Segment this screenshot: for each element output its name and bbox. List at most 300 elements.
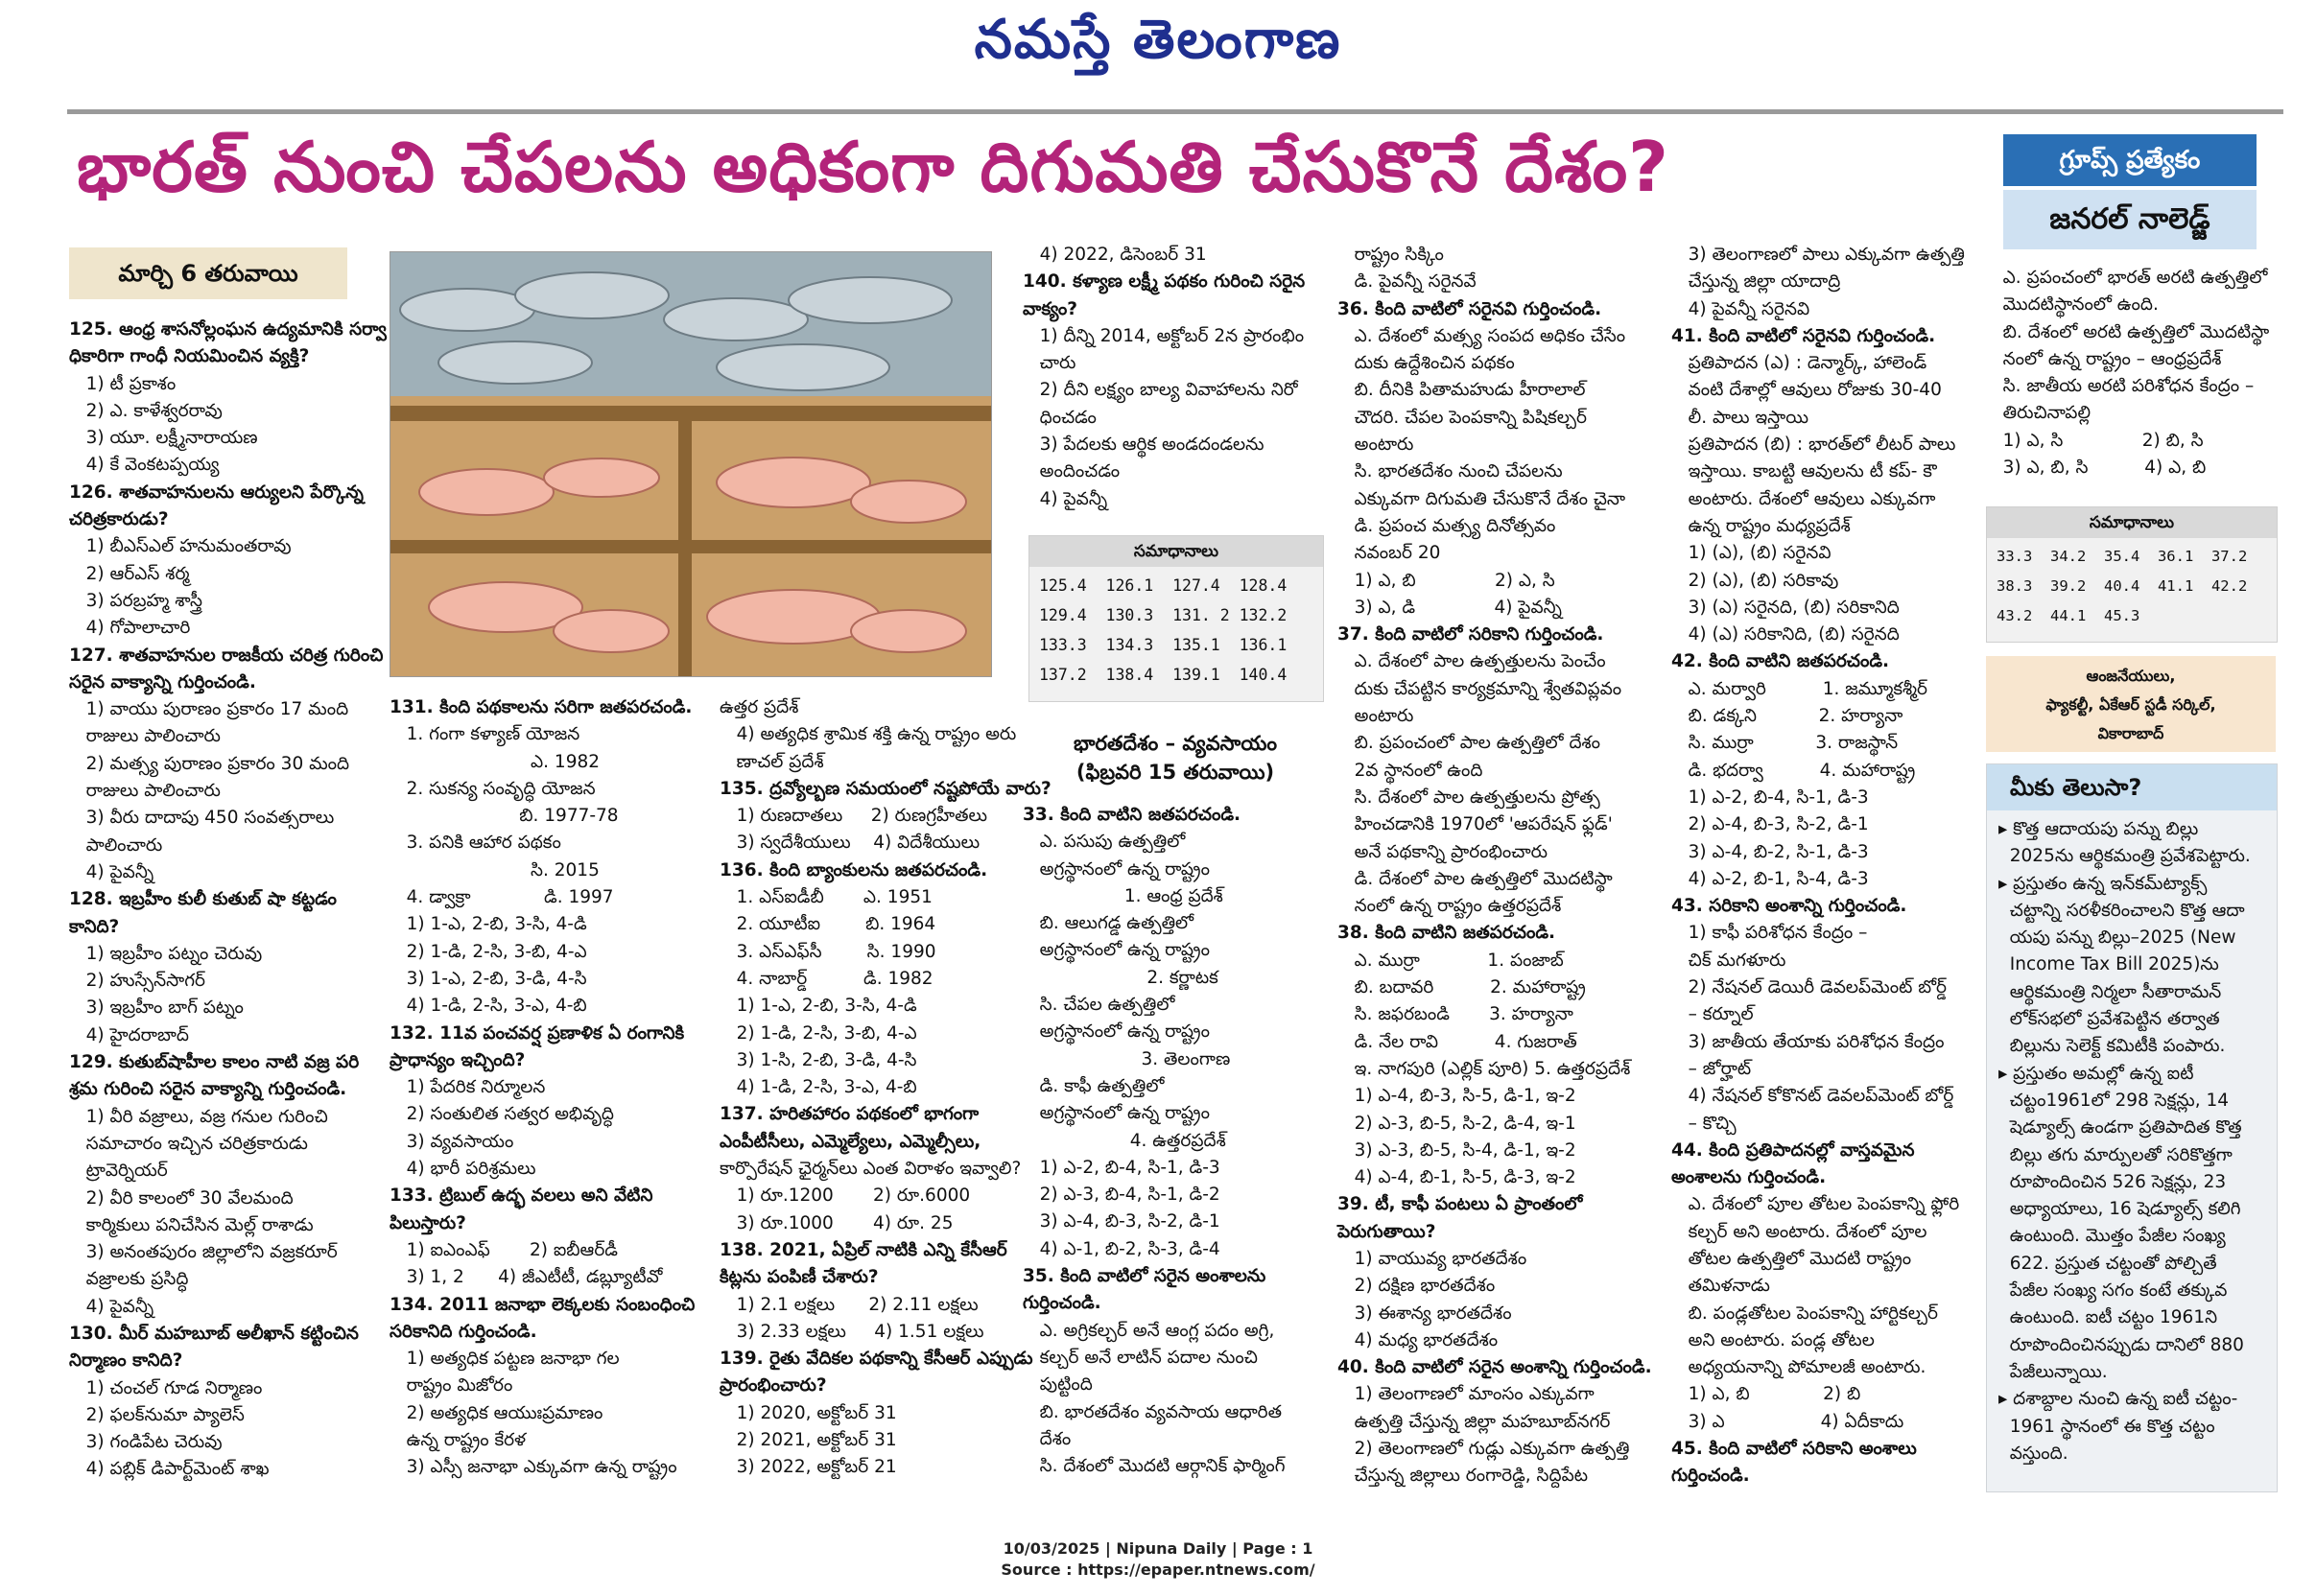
answers-heading: సమాధానాలు — [1029, 536, 1323, 567]
question-line: 3) ఎస్సీ జనాభా ఎక్కువగా ఉన్న రాష్ట్రం — [390, 1457, 677, 1478]
author-line: ఫ్యాకల్టీ, ఏకేఆర్‌ స్టడీ సర్కిల్‌, — [2045, 695, 2216, 714]
question-line: 132. 11వ పంచవర్ష ప్రణాళిక ఏ రంగానికి — [390, 1022, 685, 1044]
question-line: 130. మీర్‌ మహబూబ్‌ అలీఖాన్‌ కట్టించిన — [69, 1323, 359, 1344]
question-line: 2. సుకన్య సంవృద్ధి యోజన — [390, 778, 596, 799]
column-2b — [720, 694, 1052, 1482]
question-line: 2) ఆర్‌ఎస్‌ శర్మ — [69, 563, 190, 584]
column-6 — [1986, 265, 2278, 481]
answers-grid — [1029, 567, 1323, 693]
question-line: 33. కింది వాటిని జతపరచండి. — [1023, 805, 1241, 825]
question-line: 1. ఎస్‌ఐడీబీ ఎ. 1951 — [720, 887, 933, 908]
question-line: 1) రుణదాతలు 2) రుణగ్రహీతలు — [720, 806, 988, 827]
question-line: 1) ఎ, బి 2) బి — [1671, 1384, 1861, 1405]
question-line: 1. గంగా కళ్యాణ్‌ యోజన — [390, 724, 580, 745]
column-3-top — [1023, 242, 1324, 513]
question-line: అధ్యయనాన్ని పోమాలజీ అంటారు. — [1671, 1357, 1926, 1378]
question-line: నంలో ఉన్న రాష్ట్రం – ఆంధ్రప్రదేశ్‌ — [2002, 348, 2222, 369]
question-line: 3) రూ.1000 4) రూ. 25 — [720, 1212, 954, 1233]
question-line: 3. తెలంగాణ — [1023, 1048, 1231, 1069]
question-line: సి. ముర్రా 3. రాజస్థాన్‌ — [1688, 733, 1899, 754]
question-line: 2. యూటీఐ బి. 1964 — [720, 914, 936, 935]
question-line: ఎ. ముర్రా 1. పంజాబ్‌ — [1354, 950, 1564, 971]
question-line: 1) ఎ-2, బి-4, సి-1, డి-3 — [1671, 786, 1869, 808]
question-line: 4) మధ్య భారతదేశం — [1337, 1329, 1499, 1350]
question-line: 1. ఆంధ్ర ప్రదేశ్‌ — [1123, 885, 1223, 906]
fact-line: అధ్యాయాలు, 16 షెడ్యూల్స్‌ కలిగి — [1998, 1199, 2241, 1220]
fact-line: బిల్లును సెలెక్ట్‌ కమిటీకి పంపారు. — [1998, 1036, 2226, 1057]
question-line: దుకు చేపట్టిన కార్యక్రమాన్ని శ్వేతవిప్లవం — [1337, 678, 1622, 699]
question-line: 43. సరికాని అంశాన్ని గుర్తించండి. — [1671, 896, 1907, 917]
question-line: 4) అత్యధిక శ్రామిక శక్తి ఉన్న రాష్ట్రం అరు — [720, 724, 1017, 745]
question-line: 3) ఎ 4) ఏదీకాదు — [1671, 1411, 1904, 1432]
question-line: 136. కింది బ్యాంకులను జతపరచండి. — [720, 859, 988, 880]
question-line: 125. ఆంధ్ర శాసనోల్లంఘన ఉద్యమానికి సర్వా — [69, 319, 387, 340]
question-line: 2) వీరి కాలంలో 30 వేలమంది — [69, 1187, 294, 1209]
question-line: 4) పబ్లిక్‌ డిపార్ట్‌మెంట్‌ శాఖ — [69, 1459, 270, 1480]
question-line: అంటారు — [1337, 706, 1414, 727]
question-line: అగ్రస్థానంలో ఉన్న రాష్ట్రం — [1023, 940, 1210, 961]
question-line: అందించడం — [1023, 461, 1121, 482]
question-line: 3) ఎ, బి, సి 4) ఎ, బి — [1986, 458, 2207, 479]
fact-line: యపు పన్ను బిల్లు–2025 (New — [1998, 927, 2236, 949]
question-line: రాజులు పాలించారు — [69, 726, 221, 747]
question-line: 1) వాయువ్య భారతదేశం — [1337, 1248, 1527, 1269]
question-line: 1) చంచల్‌ గూడ నిర్మాణం — [69, 1377, 263, 1398]
question-line: పుట్టింది — [1023, 1374, 1093, 1396]
question-line: 3) ఎ-3, బి-5, సి-4, డి-1, ఇ-2 — [1337, 1139, 1576, 1161]
question-line: ణాచల్‌ ప్రదేశ్‌ — [736, 751, 824, 772]
col3top-lines — [1023, 242, 1324, 513]
answer-row: 43.2 44.1 45.3 — [1997, 607, 2140, 624]
question-line: 4) ఎ-2, బి-1, సి-4, డి-3 — [1671, 868, 1869, 889]
question-line: 4) (ఎ) సరికానిది, (బి) సరైనది — [1671, 624, 1900, 645]
question-line: 4) పైవన్నీ — [69, 861, 154, 882]
question-line: ఎ. అగ్రికల్చర్‌ అనే ఆంగ్ల పదం అగ్రి, — [1023, 1320, 1275, 1341]
question-line: సి. జఫరబండి 3. హర్యానా — [1337, 1004, 1573, 1025]
question-line: 2) మత్స్య పురాణం ప్రకారం 30 మంది — [69, 753, 350, 774]
question-line: 2) తెలంగాణలో గుడ్లు ఎక్కువగా ఉత్పత్తి — [1337, 1439, 1630, 1460]
fact-line: లోక్‌సభలో ప్రవేశపెట్టిన తర్వాత — [1998, 1009, 2220, 1030]
question-line: 1) ఎ-2, బి-4, సి-1, డి-3 — [1023, 1157, 1220, 1178]
answer-row: 129.4 130.3 131. 2 132.2 — [1039, 606, 1288, 624]
question-line: 1) 2020, అక్టోబర్‌ 31 — [720, 1402, 897, 1423]
question-line: 4) హైదరాబాద్‌ — [85, 1024, 189, 1045]
question-line: 137. హరితహారం పథకంలో భాగంగా — [720, 1104, 980, 1125]
footer-date-line: 10/03/2025 | Nipuna Daily | Page : 1 — [1003, 1539, 1313, 1558]
question-line: వజ్రాలకు ప్రసిద్ధి — [69, 1269, 189, 1290]
question-line: బి. 1977-78 — [390, 806, 619, 827]
question-line: 4) గోపాలాచారి — [69, 618, 191, 639]
did-you-know-body — [1987, 810, 2277, 1467]
fact-line: ఉంటుంది. మొత్తం పేజీల సంఖ్య — [1998, 1226, 2226, 1247]
question-line: ప్రతిపాదన (బి) : భారత్‌లో లీటర్‌ పాలు — [1671, 434, 1956, 456]
question-line: బి. బదావరి 2. మహారాష్ట్ర — [1337, 977, 1586, 998]
question-line: చిక్‌ మగళూరు — [1671, 950, 1786, 971]
question-line: గుర్తించండి. — [1671, 1466, 1750, 1487]
question-line: డి. పైవన్నీ సరైనవే — [1337, 271, 1477, 293]
question-line: ట్రావెర్నియర్‌ — [85, 1161, 168, 1182]
question-line: 1) (ఎ), (బి) సరైనవి — [1671, 543, 1832, 564]
question-line: 3) అనంతపురం జిల్లాలోని వజ్రకరూర్‌ — [85, 1242, 338, 1263]
question-line: అనే పథకాన్ని ప్రారంభించారు — [1337, 841, 1548, 862]
question-line: 3) తెలంగాణలో పాలు ఎక్కువగా ఉత్పత్తి — [1671, 245, 1965, 265]
question-line: రాష్ట్రం సిక్కిం — [1337, 245, 1444, 265]
question-line: దేశం — [1023, 1428, 1072, 1449]
question-line: 40. కింది వాటిలో సరైన అంశాన్ని గుర్తించండి. — [1337, 1357, 1652, 1378]
question-line: నంలో ఉన్న రాష్ట్రం ఉత్తరప్రదేశ్‌ — [1354, 896, 1562, 917]
question-line: 3) పేదలకు ఆర్థిక అండదండలను — [1023, 434, 1264, 456]
subhead-title: భారతదేశం – వ్యవసాయం — [1073, 732, 1277, 755]
question-line: సి. దేశంలో మొదటి ఆర్గానిక్‌ ఫార్మింగ్‌ — [1039, 1456, 1286, 1477]
question-line: బి. దీనికి పితామహుడు హీరాలాల్‌ — [1354, 380, 1586, 401]
answers-box-1 — [1028, 535, 1324, 702]
author-credit — [1986, 656, 2276, 752]
question-line: 4. నాబార్డ్‌ డి. 1982 — [720, 968, 933, 989]
question-line: సి. చేపల ఉత్పత్తిలో — [1023, 995, 1175, 1016]
question-line: తోటల ఉత్పత్తిలో మొదటి రాష్ట్రం — [1671, 1248, 1912, 1269]
fact-line: చట్టం1961లో 298 సెక్షన్లు, 14 — [1998, 1090, 2230, 1111]
agriculture-subhead — [1027, 729, 1324, 786]
question-line: ఎ. 1982 — [390, 751, 601, 772]
question-line: 128. ఇబ్రహీం కులీ కుతుబ్‌ షా కట్టడం — [69, 889, 337, 910]
question-line: 4) కే వెంకటప్పయ్య — [69, 455, 220, 476]
continuation-label: మార్చి 6 తరువాయి — [69, 247, 347, 299]
question-line: 3) (ఎ) సరైనది, (బి) సరికానిది — [1671, 597, 1900, 618]
fact-line: Income Tax Bill 2025)ను — [1998, 954, 2219, 975]
question-line: అంటారు — [1337, 434, 1414, 456]
question-line: 2) నేషనల్‌ డెయిరీ డెవలప్‌మెంట్‌ బోర్డ్‌ — [1688, 977, 1948, 998]
question-line: బి. డక్కని 2. హర్యానా — [1671, 706, 1903, 727]
fact-line: ▸ ప్రస్తుతం అమల్లో ఉన్న ఐటీ — [1998, 1063, 2194, 1084]
fact-line: ▸ ప్రస్తుతం ఉన్న ఇన్‌కమ్‌ట్యాక్స్‌ — [1998, 873, 2208, 894]
question-line: ఉత్తర ప్రదేశ్‌ — [720, 697, 799, 717]
question-line: 133. ట్రిబుల్‌ ఉద్భ వలలు అని వేటిని — [390, 1185, 653, 1207]
question-line: లీ. పాలు ఇస్తాయి — [1671, 407, 1809, 428]
question-line: బి. ప్రపంచంలో పాల ఉత్పత్తిలో దేశం — [1337, 733, 1601, 754]
question-line: అగ్రస్థానంలో ఉన్న రాష్ట్రం — [1023, 858, 1210, 880]
fact-line: 1961 స్థానంలో ఈ కొత్త చట్టం — [1998, 1416, 2215, 1437]
question-line: సరైన వాక్యాన్ని గుర్తించండి. — [69, 671, 256, 692]
question-line: 4) పైవన్నీ — [69, 1296, 154, 1317]
question-line: డి. ప్రపంచ మత్స్య దినోత్సవం — [1337, 515, 1556, 536]
fact-line: 622. ప్రస్తుత చట్టంతో పోల్చితే — [1998, 1253, 2217, 1274]
question-line: కల్చర్‌ అనే లాటిన్‌ పదాల నుంచి — [1023, 1347, 1258, 1368]
question-line: రాజులు పాలించారు — [69, 781, 221, 802]
question-line: 4) 1-డి, 2-సి, 3-ఎ, 4-బి — [390, 996, 587, 1017]
question-line: 36. కింది వాటిలో సరైనవి గుర్తించండి. — [1337, 298, 1602, 319]
question-line: 2) ఎ-4, బి-3, సి-2, డి-1 — [1671, 814, 1869, 835]
series-tag: గ్రూప్స్‌ ప్రత్యేకం — [2003, 134, 2257, 186]
fact-line: ▸ దశాబ్దాల నుంచి ఉన్న ఐటీ చట్టం- — [1998, 1389, 2238, 1410]
col1-lines — [69, 317, 386, 1484]
question-line: హించడానికి 1970లో 'ఆపరేషన్‌ ఫ్లడ్‌' — [1337, 814, 1613, 835]
question-line: 4) భారీ పరిశ్రమలు — [390, 1159, 536, 1180]
question-line: నవంబర్‌ 20 — [1337, 543, 1441, 564]
question-line: 3) ఈశాన్య భారతదేశం — [1337, 1303, 1512, 1324]
answers-heading-2: సమాధానాలు — [1987, 507, 2277, 538]
question-line: 127. శాతవాహనుల రాజకీయ చరిత్ర గురించి — [69, 645, 384, 666]
column-5 — [1671, 242, 1976, 1490]
question-line: 4) 2022, డిసెంబర్‌ 31 — [1023, 245, 1207, 265]
question-line: 44. కింది ప్రతిపాదనల్లో వాస్తవమైన — [1671, 1139, 1915, 1161]
did-you-know-box — [1986, 763, 2278, 1492]
question-line: 4. డ్వాక్రా డి. 1997 — [390, 887, 614, 908]
question-line: 1) రూ.1200 2) రూ.6000 — [720, 1185, 971, 1207]
author-line: ఆంజనేయులు, — [2086, 667, 2176, 685]
question-line: 2) దక్షిణ భారతదేశం — [1337, 1276, 1496, 1297]
question-line: 4) పైవన్నీ — [1023, 488, 1108, 509]
question-line: ఇ. నాగపురి (ఎల్లిక్‌ పూరి) 5. ఉత్తరప్రదేశ్‌ — [1354, 1058, 1631, 1079]
question-line: డి. కాఫీ ఉత్పత్తిలో — [1023, 1075, 1165, 1096]
question-line: 4) 1-డి, 2-సి, 3-ఎ, 4-బి — [720, 1077, 917, 1098]
question-line: 1) 1-ఎ, 2-బి, 3-సి, 4-డి — [720, 996, 917, 1017]
question-line: 3) ఎ-4, బి-2, సి-1, డి-3 — [1671, 841, 1869, 862]
fish-market-photo — [390, 251, 992, 677]
question-line: అంశాలను గుర్తించండి. — [1671, 1167, 1827, 1188]
question-line: దుకు ఉద్దేశించిన పథకం — [1337, 353, 1515, 374]
fact-line: వస్తుంది. — [1998, 1443, 2068, 1464]
question-line: 37. కింది వాటిలో సరికాని గుర్తించండి. — [1337, 624, 1604, 645]
question-line: 1) టీ ప్రకాశం — [69, 373, 177, 394]
column-2a — [390, 694, 712, 1482]
question-line: 39. టీ, కాఫీ పంటలు ఏ ప్రాంతంలో — [1337, 1194, 1583, 1215]
question-line: 140. కళ్యాణ లక్ష్మీ పథకం గురించి సరైన — [1023, 271, 1306, 293]
question-line: 4) పైవన్నీ సరైనవి — [1671, 298, 1810, 319]
subject-tag: జనరల్‌ నాలెడ్జ్‌ — [2003, 190, 2257, 249]
question-line: 45. కింది వాటిలో సరికాని అంశాలు — [1671, 1439, 1917, 1460]
col2b-lines — [720, 694, 1052, 1482]
question-line: 4. ఉత్తరప్రదేశ్‌ — [1129, 1130, 1226, 1151]
question-line: 2) దీని లక్ష్యం బాల్య వివాహాలను నిరో — [1023, 380, 1298, 401]
question-line: ప్రారంభించారు? — [720, 1375, 827, 1396]
question-line: 3) వీరు దాదాపు 450 సంవత్సరాలు — [69, 808, 335, 829]
question-line: సి. జాతీయ అరటి పరిశోధన కేంద్రం – — [1986, 376, 2255, 397]
fact-line: రూపొందించిన 526 సెక్షన్లు, 23 — [1998, 1171, 2227, 1192]
question-line: చౌదరి. చేపల పెంపకాన్ని పిషికల్చర్‌ — [1354, 407, 1587, 428]
question-line: డి. భదర్వా 4. మహారాష్ట్ర — [1671, 760, 1916, 781]
answers-box-2 — [1986, 506, 2278, 643]
question-line: 138. 2021, ఏప్రిల్‌ నాటికి ఎన్ని కేసీఆర్‌ — [720, 1239, 1007, 1260]
question-line: బి. భారతదేశం వ్యవసాయ ఆధారిత — [1023, 1401, 1283, 1422]
question-line: ఎక్కువగా దిగుమతి చేసుకొనే దేశం చైనా — [1337, 488, 1626, 509]
question-line: 2) సంతులిత సత్వర అభివృద్ధి — [390, 1104, 614, 1125]
question-line: 1) ఇబ్రహీం పట్నం చెరువు — [69, 943, 263, 964]
fact-line: పేజీల సంఖ్య సగం కంటే తక్కువ — [1998, 1280, 2228, 1302]
fish-crates-illustration — [390, 252, 991, 676]
question-line: 1) కాఫీ పరిశోధన కేంద్రం – — [1671, 923, 1868, 944]
question-line: 1) అత్యధిక పట్టణ జనాభా గల — [390, 1349, 620, 1370]
question-line: 139. రైతు వేదికల పథకాన్ని కేసీఆర్‌ ఎప్పుడు — [720, 1349, 1033, 1370]
question-line: ఎ. ప్రపంచంలో భారత్‌ అరటి ఉత్పత్తిలో — [1986, 268, 2268, 288]
question-line: 3) గండిపేట చెరువు — [69, 1432, 223, 1453]
fact-line: రూపొందించినప్పుడు దానిలో 880 — [1998, 1334, 2244, 1355]
question-line: 2) ఎ-3, బి-5, సి-2, డి-4, ఇ-1 — [1337, 1113, 1576, 1134]
question-line: శ్రమ గురించి సరైన వాక్యాన్ని గుర్తించండి. — [69, 1079, 347, 1100]
question-line: 1) వాయు పురాణం ప్రకారం 17 మంది — [69, 699, 349, 720]
question-line: 2) 1-డి, 2-సి, 3-బి, 4-ఎ — [390, 941, 587, 962]
question-line: 2. కర్ణాటక — [1023, 967, 1218, 988]
question-line: – జోర్హాట్‌ — [1688, 1058, 1752, 1079]
question-line: 3) ఇబ్రహీం బాగ్‌ పట్నం — [69, 998, 244, 1019]
question-line: 4) ఎ-1, బి-2, సి-3, డి-4 — [1023, 1238, 1220, 1259]
question-line: ఎ. దేశంలో పూల తోటల పెంపకాన్ని ఫ్లోరి — [1671, 1194, 1960, 1215]
question-line: డి. నేల రావి 4. గుజరాత్‌ — [1354, 1031, 1577, 1052]
question-line: అగ్రస్థానంలో ఉన్న రాష్ట్రం — [1023, 1103, 1210, 1124]
question-line: 1) 2.1 లక్షలు 2) 2.11 లక్షలు — [720, 1294, 979, 1315]
question-line: 1) ఎ, సి 2) బి, సి — [1986, 430, 2204, 451]
question-line: 3) 2.33 లక్షలు 4) 1.51 లక్షలు — [720, 1321, 984, 1342]
col3bot-lines — [1023, 802, 1324, 1480]
question-line: 3) పరబ్రహ్మ శాస్త్రీ — [69, 590, 202, 611]
question-line: ఇస్తాయి. కాబట్టి ఆవులను టీ కప్‌- కౌ — [1671, 461, 1937, 482]
question-line: సమాచారం ఇచ్చిన చరిత్రకారుడు — [69, 1133, 308, 1154]
question-line: బి. దేశంలో అరటి ఉత్పత్తిలో మొదటిస్థా — [1986, 321, 2270, 342]
answer-row: 133.3 134.3 135.1 136.1 — [1039, 636, 1288, 654]
question-line: 126. శాతవాహనులను ఆర్యులని పేర్కొన్న — [69, 481, 364, 503]
col6-lines — [1986, 265, 2278, 481]
question-line: 2) 1-డి, 2-సి, 3-బి, 4-ఎ — [720, 1022, 917, 1044]
fact-line: 2025ను ఆర్థికమంత్రి ప్రవేశపెట్టారు. — [1998, 846, 2251, 867]
question-line: పెరుగుతాయి? — [1337, 1221, 1436, 1242]
question-line: 3) వ్యవసాయం — [390, 1131, 514, 1152]
question-line: వాక్యం? — [1023, 298, 1078, 319]
question-line: బి. పండ్లతోటల పెంపకాన్ని హార్టికల్చర్‌ — [1688, 1303, 1938, 1324]
question-line: ఎంపీటీసీలు, ఎమ్మెల్యేలు, ఎమ్మెల్సీలు, — [720, 1131, 981, 1152]
question-line: 3) 2022, అక్టోబర్‌ 21 — [720, 1457, 897, 1478]
question-line: 3. పనికి ఆహార పథకం — [390, 833, 561, 854]
question-line: ఎ. దేశంలో పాల ఉత్పత్తులను పెంచేం — [1337, 651, 1606, 672]
column-4 — [1337, 242, 1652, 1490]
fact-line: ఉంటుంది. ఐటీ చట్టం 1961ని — [1998, 1307, 2218, 1328]
question-line: చారు — [1023, 353, 1076, 374]
question-line: 1) ఎ, బి 2) ఎ, సి — [1337, 570, 1555, 591]
question-line: చరిత్రకారుడు? — [69, 509, 169, 530]
footer-source-line: Source : https://epaper.ntnews.com/ — [1001, 1561, 1315, 1579]
question-line: 1) వీరి వజ్రాలు, వజ్ర గనుల గురించి — [69, 1106, 328, 1127]
question-line: ఉన్న రాష్ట్రం మధ్యప్రదేశ్‌ — [1688, 515, 1851, 536]
question-line: పాలించారు — [69, 834, 163, 856]
question-line: రాష్ట్రం మిజోరం — [390, 1375, 513, 1396]
question-line: కిట్లను పంపిణీ చేశారు? — [720, 1267, 879, 1288]
question-line: 2) 2021, అక్టోబర్‌ 31 — [720, 1430, 897, 1451]
fact-line: పేజీలున్నాయి. — [1998, 1361, 2108, 1382]
question-line: 2) (ఎ), (బి) సరికావు — [1671, 570, 1839, 591]
question-line: అంటారు. దేశంలో ఆవులు ఎక్కువగా — [1671, 488, 1936, 509]
fact-line: బిల్లు తగు మార్పులతో సరికొత్తగా — [1998, 1144, 2233, 1165]
question-line: తమిళనాడు — [1671, 1276, 1770, 1297]
question-line: 2) ఎ. కాళేశ్వరరావు — [69, 400, 223, 421]
question-line: 38. కింది వాటిని జతపరచండి. — [1337, 923, 1556, 944]
masthead-divider — [67, 109, 2283, 114]
fact-line: చట్టాన్ని సరళీకరించాలని కొత్త ఆదా — [1998, 900, 2245, 921]
question-line: – కర్నూల్‌ — [1688, 1004, 1754, 1025]
question-line: 1) దీన్ని 2014, అక్టోబర్‌ 2న ప్రారంభిం — [1023, 325, 1305, 346]
question-line: 135. ద్రవ్యోల్బణ సమయంలో నష్టపోయే వారు? — [720, 778, 1052, 799]
question-line: కల్చర్‌ అని అంటారు. దేశంలో పూల — [1671, 1221, 1927, 1242]
question-line: 1) ఎ-4, బి-3, సి-5, డి-1, ఇ-2 — [1337, 1086, 1576, 1107]
question-line: ఎ. మర్వారి 1. జమ్మూకశ్మీర్‌ — [1688, 678, 1927, 699]
question-line: డి. దేశంలో పాల ఉత్పత్తిలో మొదటిస్థా — [1337, 868, 1613, 889]
question-line: 3) ఎ-4, బి-3, సి-2, డి-1 — [1023, 1211, 1220, 1232]
question-line: 41. కింది వాటిలో సరైనవి గుర్తించండి. — [1671, 325, 1936, 346]
question-line: ఉత్పత్తి చేస్తున్న జిల్లా మహబూబ్‌నగర్‌ — [1354, 1411, 1611, 1432]
answer-row: 38.3 39.2 40.4 41.1 42.2 — [1997, 577, 2248, 595]
page-footer — [0, 1538, 2316, 1581]
question-line: కార్పొరేషన్‌ ఛైర్మన్‌లు ఎంత విరాళం ఇవ్వాలి? — [720, 1159, 1022, 1180]
question-line: 4) ఎ-4, బి-1, సి-5, డి-3, ఇ-2 — [1337, 1167, 1576, 1188]
question-line: ప్రతిపాదన (ఎ) : డెన్మార్క్‌, హాలెండ్‌ — [1688, 353, 1927, 374]
question-line: ఎ. దేశంలో మత్స్య సంపద అధికం చేసేం — [1337, 325, 1626, 346]
question-line: కార్మికులు పనిచేసిన మెల్ల్‌ రాశాడు — [69, 1214, 314, 1235]
question-line: నిర్మాణం కానిది? — [69, 1350, 183, 1372]
question-line: చేస్తున్న జిల్లా యాదాద్రి — [1671, 271, 1841, 293]
question-line: 1) బీఎస్‌ఎల్‌ హనుమంతరావు — [69, 536, 292, 557]
question-line: 3) జాతీయ తేయాకు పరిశోధన కేంద్రం — [1671, 1031, 1945, 1052]
fact-line: ▸ కొత్త ఆదాయపు పన్ను బిల్లు — [1998, 819, 2199, 839]
question-line: బి. ఆలుగడ్డ ఉత్పత్తిలో — [1023, 913, 1194, 934]
author-line: వికారాబాద్‌ — [2097, 724, 2164, 742]
question-line: 134. 2011 జనాభా లెక్కలకు సంబంధించి — [390, 1294, 696, 1315]
newspaper-masthead: నమస్తే తెలంగాణ — [974, 8, 1342, 71]
fact-line: ఆర్థికమంత్రి నిర్మలా సీతారామన్‌ — [2009, 981, 2222, 1002]
question-line: 2వ స్థానంలో ఉంది — [1337, 760, 1483, 781]
question-line: 129. కుతుబ్‌షాహీల కాలం నాటి వజ్ర పరి — [69, 1052, 360, 1073]
question-line: ఉన్న రాష్ట్రం కేరళ — [390, 1430, 527, 1451]
question-line: సి. దేశంలో పాల ఉత్పత్తులను ప్రోత్స — [1337, 786, 1600, 808]
question-line: – కొచ్చి — [1671, 1113, 1737, 1134]
question-line: సరికానిది గుర్తించండి. — [390, 1321, 537, 1342]
question-line: 3) ఎ, డి 4) పైవన్నీ — [1337, 597, 1562, 618]
question-line: 35. కింది వాటిలో సరైన అంశాలను — [1023, 1266, 1266, 1287]
question-line: 4) నేషనల్‌ కోకొనట్‌ డెవలప్‌మెంట్‌ బోర్డ్‌ — [1688, 1086, 1954, 1107]
question-line: సి. 2015 — [390, 859, 600, 880]
question-line: వంటి దేశాల్లో ఆవులు రోజుకు 30-40 — [1671, 380, 1942, 401]
answer-row: 137.2 138.4 139.1 140.4 — [1039, 666, 1288, 684]
question-line: 131. కింది పథకాలను సరిగా జతపరచండి. — [390, 697, 693, 717]
question-line: 3) 1, 2 4) జీఎటీటీ, డబ్ల్యూటీవో — [390, 1267, 663, 1288]
question-line: 2) అత్యధిక ఆయుఃప్రమాణం — [390, 1402, 603, 1423]
question-line: 1) తెలంగాణలో మాంసం ఎక్కువగా — [1337, 1384, 1595, 1405]
answer-row: 33.3 34.2 35.4 36.1 37.2 — [1997, 548, 2248, 565]
question-line: ధించడం — [1023, 407, 1097, 428]
column-1 — [69, 317, 386, 1484]
page-headline: భారత్‌ నుంచి చేపలను అధికంగా దిగుమతి చేసుకొనే దేశం? — [77, 127, 1669, 207]
question-line: 1) ఐఎంఎఫ్‌ 2) ఐబీఆర్‌డీ — [390, 1239, 618, 1260]
question-line: 3) 1-ఎ, 2-బి, 3-డి, 4-సి — [390, 968, 587, 989]
question-line: గుర్తించండి. — [1023, 1293, 1101, 1314]
question-line: 1) పేదరిక నిర్మూలన — [390, 1077, 546, 1098]
did-you-know-title: మీకు తెలుసా? — [1987, 764, 2277, 810]
answers-grid-2 — [1987, 538, 2277, 635]
question-line: ఎ. పసుపు ఉత్పత్తిలో — [1023, 832, 1186, 853]
col2a-lines — [390, 694, 712, 1482]
question-line: 42. కింది వాటిని జతపరచండి. — [1671, 651, 1890, 672]
question-line: తిరుచినాపల్లి — [1986, 403, 2091, 424]
question-line: అగ్రస్థానంలో ఉన్న రాష్ట్రం — [1023, 1021, 1210, 1043]
question-line: చేస్తున్న జిల్లాలు రంగారెడ్డి, సిద్దిపేట — [1337, 1466, 1589, 1487]
subhead-subtitle: (ఫిబ్రవరి 15 తరువాయి) — [1075, 761, 1275, 784]
question-line: 3) 1-సి, 2-బి, 3-డి, 4-సి — [720, 1049, 917, 1070]
question-line: ధికారిగా గాంధీ నియమించిన వ్యక్తి? — [69, 346, 310, 367]
question-line: 2) ఎ-3, బి-4, సి-1, డి-2 — [1023, 1185, 1220, 1206]
question-line: 3. ఎస్‌ఎఫ్‌సీ సి. 1990 — [720, 941, 936, 962]
question-line: ప్రాధాన్యం ఇచ్చింది? — [390, 1049, 526, 1070]
question-line: పిలుస్తారు? — [390, 1212, 466, 1233]
question-line: 2) ఫలక్‌నుమా ప్యాలెస్‌ — [85, 1404, 245, 1425]
question-line: సి. భారతదేశం నుంచి చేపలను — [1337, 461, 1563, 482]
col5-lines — [1671, 242, 1976, 1490]
fact-line: షెడ్యూల్స్‌ ఉండగా ప్రతిపాదిత కొత్త — [1998, 1117, 2242, 1138]
